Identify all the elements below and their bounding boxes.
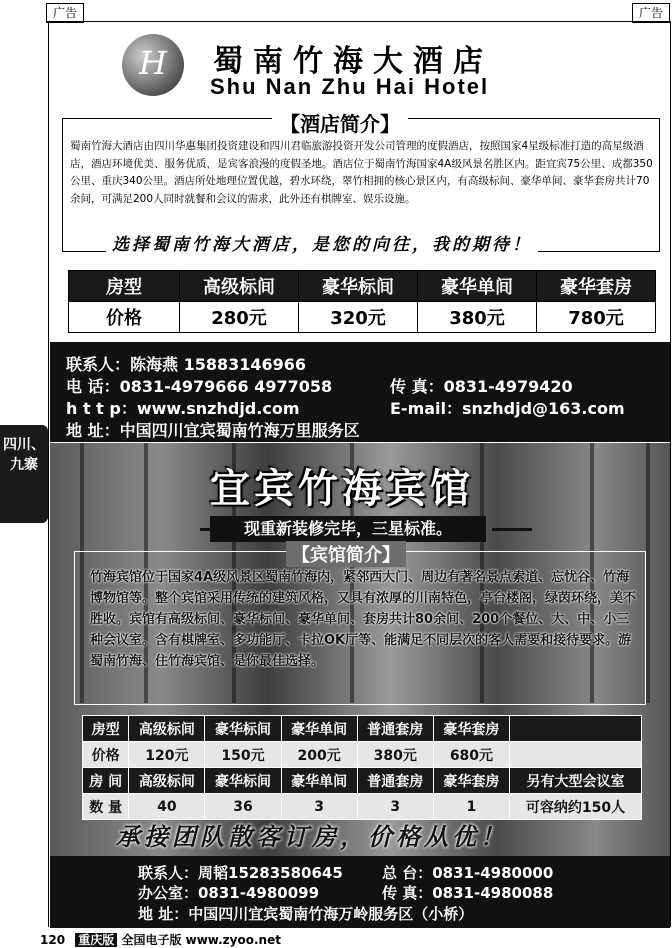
table-cell: 120元: [129, 742, 205, 768]
table-cell: 普通套房: [357, 768, 433, 794]
tagline-rule-right: [492, 528, 532, 531]
bamboo-trunk: [646, 443, 650, 703]
table-cell: 豪华单间: [281, 716, 357, 742]
ad-label-right: 广告: [632, 3, 670, 23]
table-cell: 150元: [205, 742, 281, 768]
table-row: [83, 794, 642, 820]
address: 地 址：中国四川宜宾蜀南竹海万岭服务区（小桥）: [138, 905, 474, 923]
hotel2-ad: [50, 443, 670, 856]
table-cell: 豪华标间: [205, 768, 281, 794]
table-cell: 36: [205, 794, 281, 820]
hotel2-slogan: 承接团队散客订房，价格从优！: [116, 822, 508, 851]
table-cell: 房 间: [83, 768, 129, 794]
table-cell: [510, 716, 642, 742]
footer-website[interactable]: 全国电子版 www.zyoo.net: [121, 933, 281, 947]
table-cell: 豪华套房: [433, 768, 509, 794]
table-cell: 豪华标间: [205, 716, 281, 742]
table-cell: 3: [357, 794, 433, 820]
price-cell: 380元: [418, 302, 537, 333]
table-cell: 豪华单间: [281, 768, 357, 794]
hotel2-intro-title: 【宾馆简介】: [286, 541, 406, 567]
hotel2-tagline: 现重新装修完毕，三星标准。: [210, 516, 486, 542]
table-cell: 200元: [281, 742, 357, 768]
logo-mark: H: [139, 44, 167, 82]
hotel1-intro-text: 蜀南竹海大酒店由四川华惠集团投资建设和四川君临旅游投资开发公司管理的度假酒店，按照国家4星级标准打造的高星级酒店，酒店环境优美、服务优质，是宾客浪漫的度假圣地。酒店位于蜀南竹海国家4A级风景名胜区内。距宜宾75公里、成都350公里、重庆340公里。酒店所处地理位置优越，碧水环绕，翠竹相拥的核心景区内，有高级标间、豪华单间、豪华套房共计70余间，可满足200人同时就餐和会议的需求，此外还有棋牌室、娱乐设施。: [70, 140, 653, 205]
hotel2-contact-block: [50, 856, 670, 928]
front-desk: 总 台：0831-4980000: [382, 864, 554, 882]
hotel2-name: 宜宾竹海宾馆: [210, 466, 474, 512]
fax: 传 真：0831-4980088: [382, 884, 554, 902]
right-rule: [670, 21, 671, 927]
price-cell: 780元: [537, 302, 656, 333]
address: 地 址：中国四川宜宾蜀南竹海万里服务区: [66, 421, 360, 440]
table-cell: 豪华套房: [433, 716, 509, 742]
hotel2-price-table: [82, 715, 642, 820]
table-row: [83, 742, 642, 768]
table-cell: 房型: [83, 716, 129, 742]
hotel1-ad: [50, 22, 670, 342]
table-cell: 3: [281, 794, 357, 820]
left-rule: [48, 21, 49, 927]
room-type-cell: 高级标间: [180, 271, 299, 302]
website-link[interactable]: h t t p：www.snzhdjd.com: [66, 399, 300, 418]
price-label: 价格: [69, 302, 180, 333]
contact-person: 联系人：周韬15283580645: [138, 864, 343, 882]
hotel1-contact-block: [50, 342, 670, 442]
table-cell: 680元: [433, 742, 509, 768]
hotel1-intro-title: 【酒店简介】: [272, 108, 408, 137]
table-cell: 高级标间: [129, 716, 205, 742]
page-footer: [40, 931, 281, 948]
hotel1-price-table: [68, 270, 656, 333]
page-number: 120: [40, 933, 66, 947]
table-cell: 380元: [357, 742, 433, 768]
region-side-tab: [0, 425, 48, 523]
table-cell: 高级标间: [129, 768, 205, 794]
phone: 电 话：0831-4979666 4977058: [66, 377, 333, 396]
side-tab-line1: 四川、: [3, 437, 45, 453]
table-cell: 普通套房: [357, 716, 433, 742]
table-row: [83, 768, 642, 794]
hotel1-name-cn: 蜀南竹海大酒店: [213, 44, 493, 79]
table-cell: 价格: [83, 742, 129, 768]
price-cell: 320元: [299, 302, 418, 333]
office-phone: 办公室：0831-4980099: [138, 884, 320, 902]
contact-person: 联系人：陈海燕 15883146966: [66, 355, 307, 374]
table-header-label: 房型: [69, 271, 180, 302]
table-cell: 1: [433, 794, 509, 820]
table-cell: 40: [129, 794, 205, 820]
table-cell: [510, 742, 642, 768]
price-cell: 280元: [180, 302, 299, 333]
hotel1-slogan: 选择蜀南竹海大酒店，是您的向往，我的期待！: [106, 230, 538, 255]
table-cell: 数 量: [83, 794, 129, 820]
ad-label-left: 广告: [46, 3, 84, 23]
room-type-cell: 豪华单间: [418, 271, 537, 302]
table-cell: 另有大型会议室: [510, 768, 642, 794]
room-type-cell: 豪华套房: [537, 271, 656, 302]
email-link[interactable]: E-mail：snzhdjd@163.com: [390, 399, 625, 418]
edition-badge: 重庆版: [75, 933, 117, 947]
side-tab-line2: 九寨: [10, 457, 38, 473]
hotel2-intro-text: 竹海宾馆位于国家4A级风景区蜀南竹海内，紧邻西大门、周边有著名景点索道、忘忧谷、竹海博物馆等。整个宾馆采用传统的建筑风格，又具有浓厚的川南特色，亭台楼阁，绿茵环绕，美不胜收。宾馆有高级标间、豪华标间、豪华单间、套房共计80余间、200个餐位、大、中、小三种会议室。含有棋牌室、多功能厅、卡拉OK厅等、能满足不同层次的客人需要和接待要求。游蜀南竹海、住竹海宾馆、是你最佳选择。: [90, 570, 637, 669]
hotel-logo: [122, 34, 184, 96]
hotel1-name-en: Shu Nan Zhu Hai Hotel: [210, 74, 490, 99]
table-cell: 可容纳约150人: [510, 794, 642, 820]
fax: 传 真：0831-4979420: [390, 377, 573, 396]
table-row: [83, 716, 642, 742]
room-type-cell: 豪华标间: [299, 271, 418, 302]
